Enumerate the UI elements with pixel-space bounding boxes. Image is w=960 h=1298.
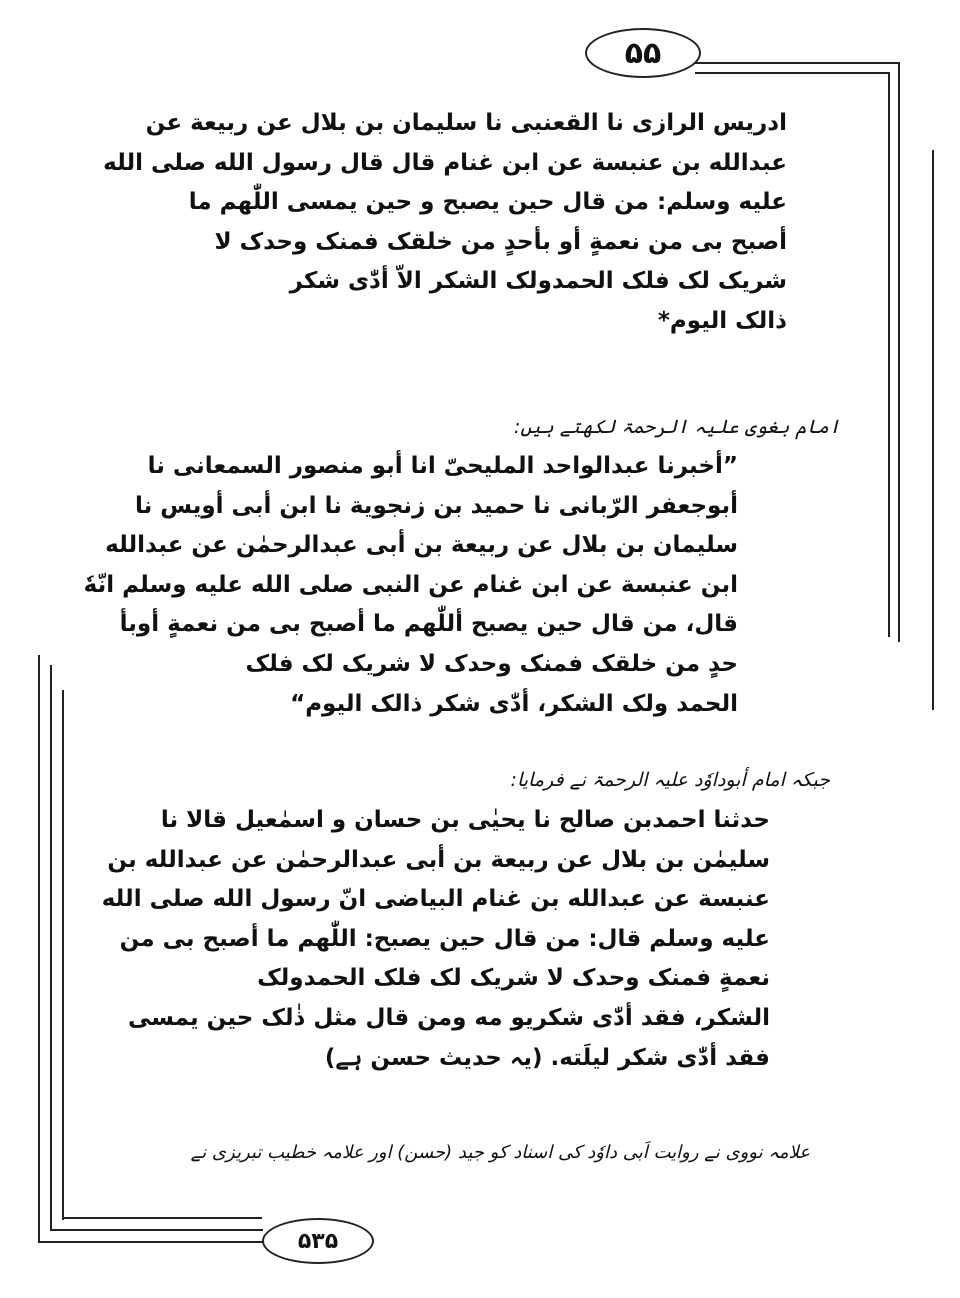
frame-line <box>62 1217 262 1219</box>
frame-line <box>50 665 52 1230</box>
page-number-top: ۵۵ <box>585 28 701 78</box>
text-line: علیه وسلم قال: من قال حین یصبح: اللّٰهم ما أصبح بی من <box>119 925 770 952</box>
frame-line <box>50 1229 263 1231</box>
text-line: أصبح بی من نعمةٍ أو بأحدٍ من خلقک فمنک وحدک لا <box>214 228 787 255</box>
frame-line <box>888 72 890 637</box>
text-line: نعمةٍ فمنک وحدک لا شریک لک فلک الحمدولک <box>257 965 770 992</box>
text-line: قال، من قال حین یصبح أللّٰهم ما أصبح بی من نعمةٍ أوبأ <box>119 611 738 638</box>
text-line: الحمد ولک الشکر، أدّٰی شکر ذالک الیوم“ <box>290 690 738 717</box>
text-line: ابن عنبسة عن ابن غنام عن النبی صلی الله علیه وسلم انّهٗ <box>83 571 738 598</box>
frame-line <box>695 62 900 64</box>
urdu-heading-baghawi: امام بغوی علیہ الرحمۃ لکھتے ہیں: <box>513 416 840 438</box>
text-line: فقد أدّٰی شکر لیلَته. (یہ حدیث حسن ہے) <box>324 1044 770 1071</box>
text-line: سلیمان بن بلال عن ربیعة بن أبی عبدالرحمٰن عن عبدالله <box>105 532 738 559</box>
page-number-bottom: ۵۳۵ <box>262 1218 374 1264</box>
frame-line <box>932 150 934 710</box>
frame-line <box>38 1241 263 1243</box>
text-line: أبوجعفر الرّبانی نا حمید بن زنجویة نا ابن أبی أویس نا <box>134 492 738 519</box>
text-line: عنبسة عن عبدالله بن غنام البیاضی انّ رسول الله صلی الله <box>101 886 770 913</box>
frame-line <box>695 72 890 74</box>
frame-line <box>62 690 64 1220</box>
text-line: ذالک الیوم* <box>657 307 787 334</box>
frame-line <box>898 62 900 642</box>
text-line: علیه وسلم: من قال حین یصبح و حین یمسی اللّٰهم ما <box>188 189 787 216</box>
text-line: الشکر، فقد أدّٰی شکریو مه ومن قال مثل ذٰلک حین یمسی <box>127 1004 770 1031</box>
hadith-block-3 <box>102 801 770 1078</box>
text-line: شریک لک فلک الحمدولک الشکر الاّ أدّٰی شکر <box>289 268 787 295</box>
text-line: حدثنا احمدبن صالح نا یحیٰی بن حسان و اسمٰعیل قالا نا <box>160 807 770 833</box>
text-line: حدٍ من خلقک فمنک وحدک لا شریک لک فلک <box>245 650 738 677</box>
hadith-block-2 <box>84 447 738 724</box>
text-line: عبدالله بن عنبسة عن ابن غنام قال قال رسول الله صلی الله <box>103 149 787 176</box>
text-line: ”أخبرنا عبدالواحد الملیحیّ انا أبو منصور السمعانی نا <box>147 453 738 479</box>
frame-line <box>38 655 40 1243</box>
urdu-heading-abu-dawud: جبکہ امام أبوداوٗد علیہ الرحمۃ نے فرمایا: <box>510 769 830 791</box>
text-line: سلیمٰن بن بلال عن ربیعة بن أبی عبدالرحمٰن عن عبدالله بن <box>107 846 770 873</box>
hadith-block-1 <box>103 104 787 342</box>
urdu-footer-line: علامہ نووی نے روایت اَبی داوٗد کی اسناد کو جید (حسن) اور علامہ خطیب تبریزی نے <box>190 1142 810 1163</box>
text-line: ادریس الرازی نا القعنبی نا سلیمان بن بلال عن ربیعة عن <box>145 110 787 136</box>
